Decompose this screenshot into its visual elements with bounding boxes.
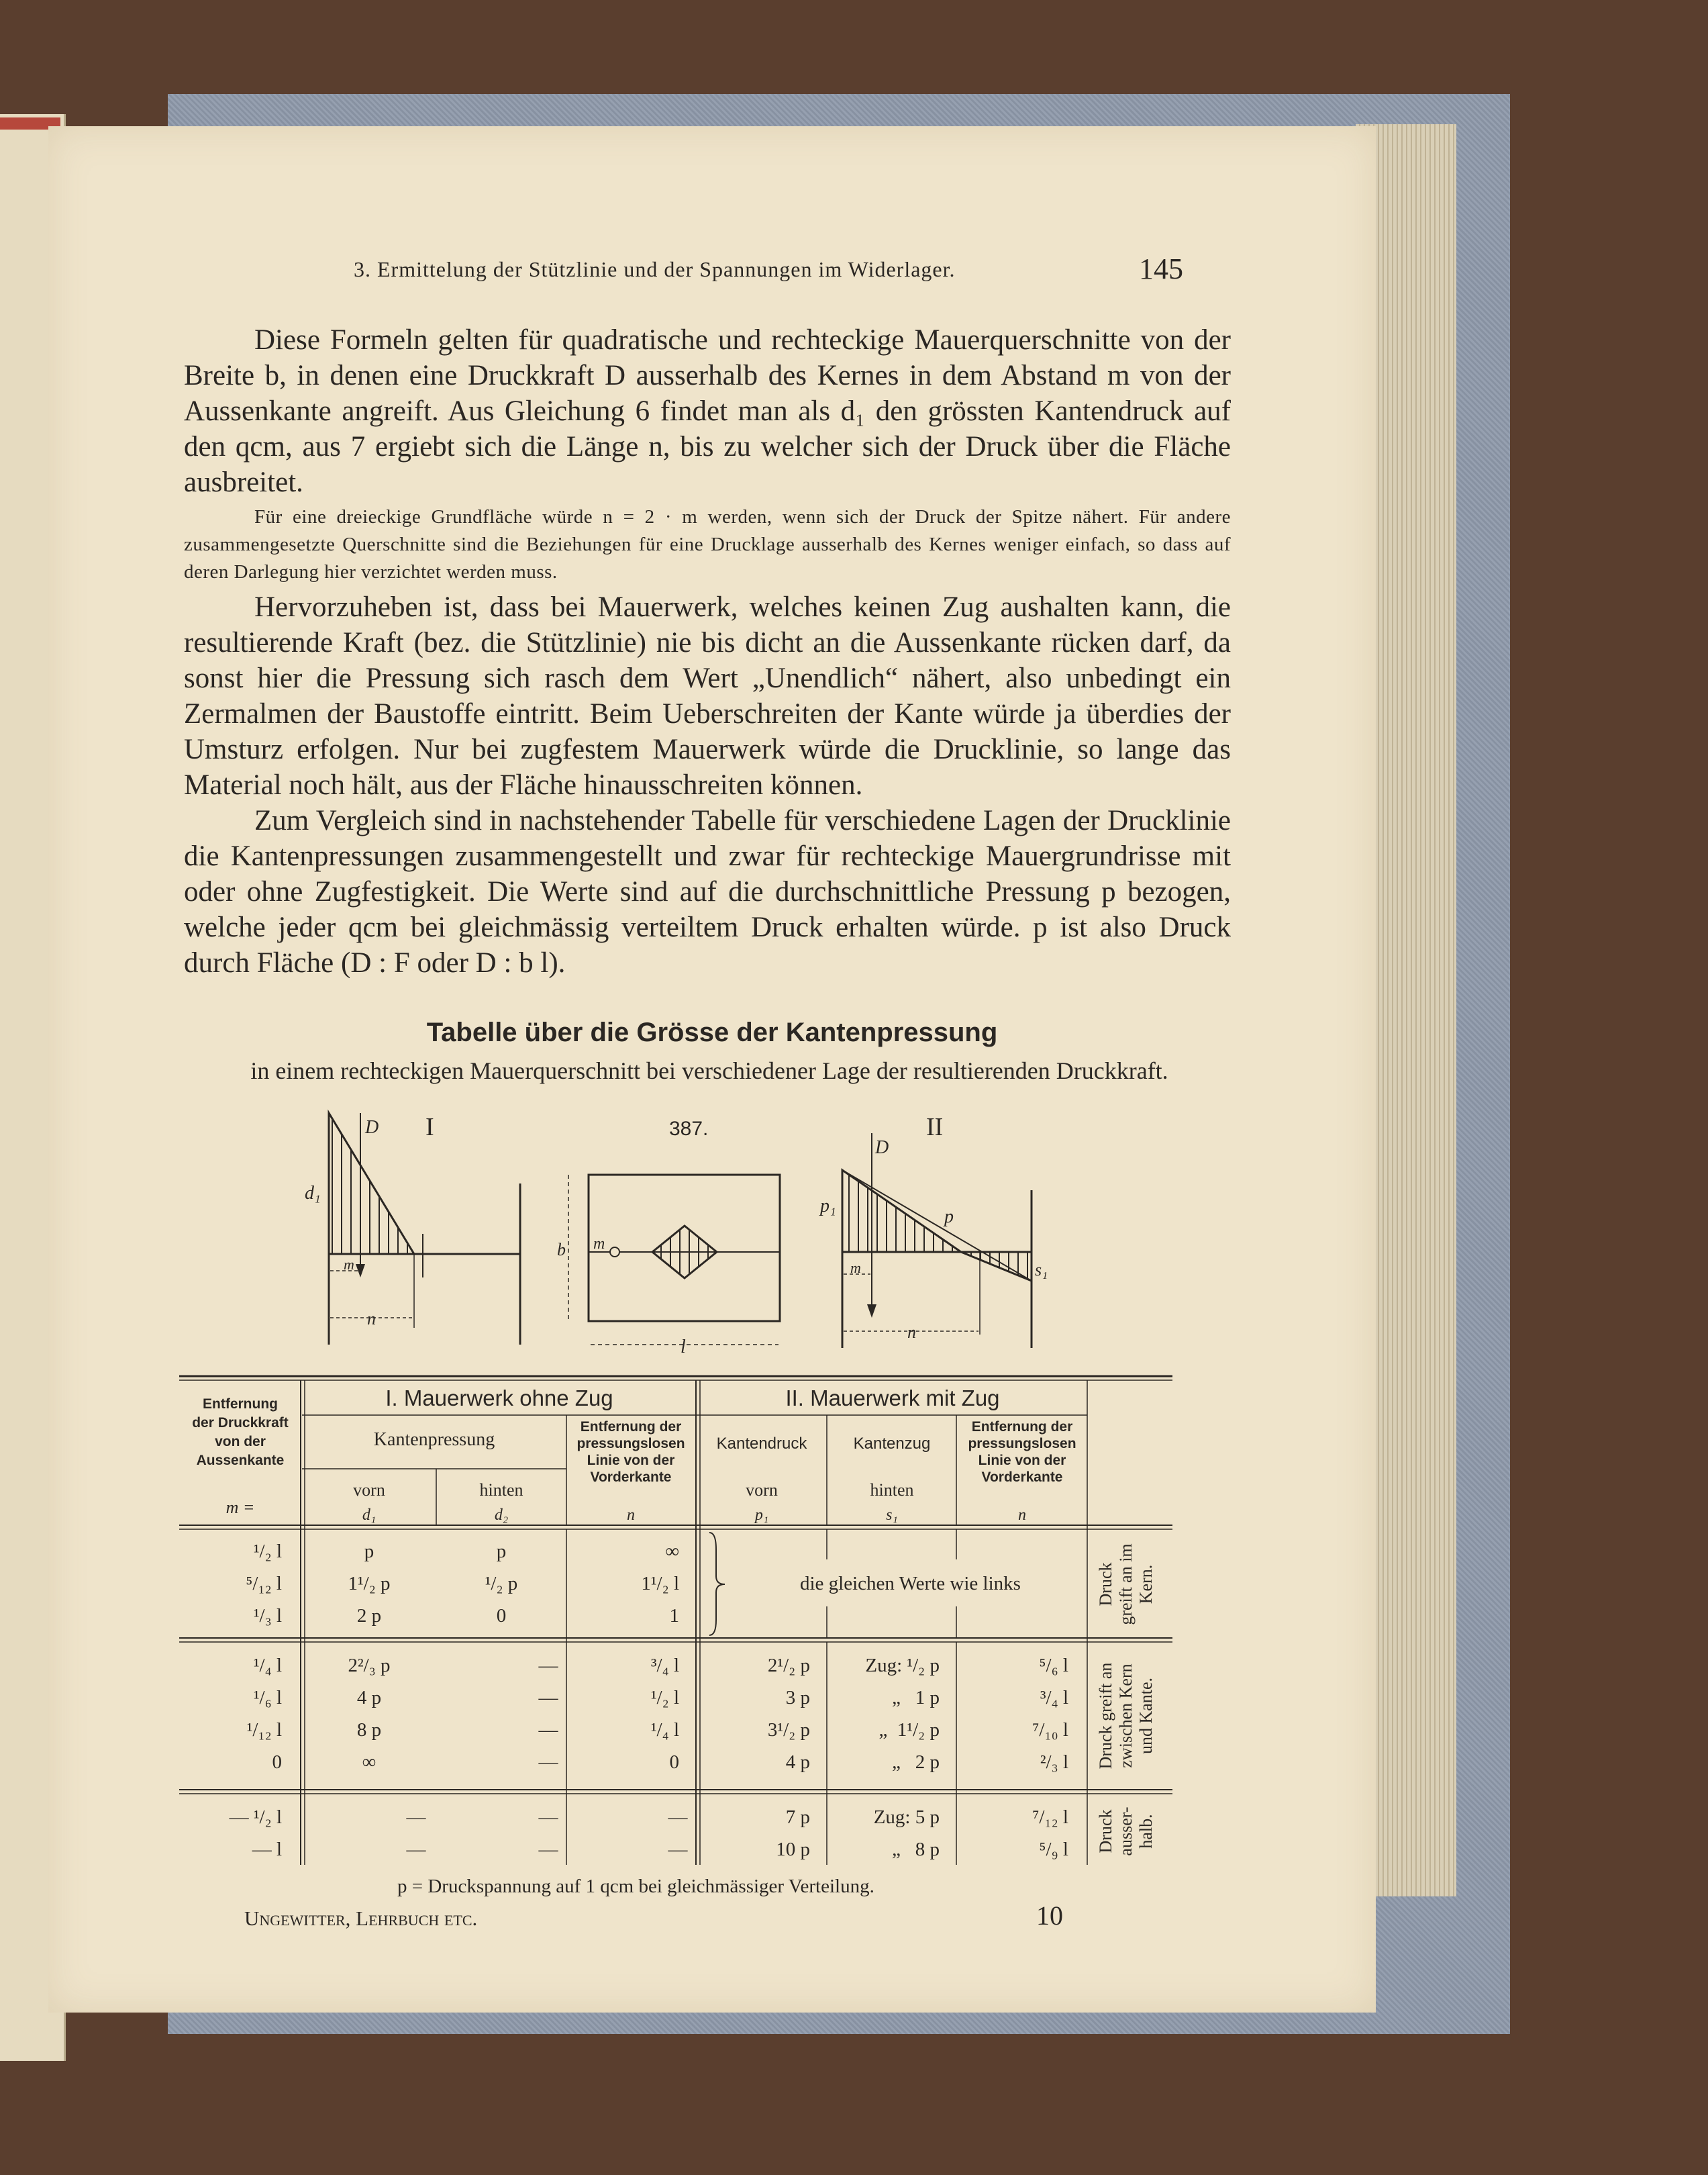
s1-d1-0: p: [364, 1541, 374, 1562]
plan-label-b: b: [557, 1240, 566, 1259]
s2-p1-1: 3 p: [785, 1687, 810, 1708]
s2-n2-0: ⁵/₆ l: [1039, 1655, 1068, 1676]
s3-m-1: — l: [252, 1839, 282, 1860]
s3-p1-1: 10 p: [776, 1839, 810, 1860]
s3-m-0: — ¹/₂ l: [229, 1806, 282, 1828]
hdr-p1: p₁: [754, 1506, 769, 1524]
s3-note-1: ausser-: [1116, 1806, 1136, 1856]
hdr-linie1-3: Linie von der: [587, 1453, 675, 1468]
hdr-group-II: II. Mauerwerk mit Zug: [785, 1386, 1000, 1410]
fig2-label-n: n: [907, 1322, 916, 1342]
s1-d1-2: 2 p: [356, 1605, 382, 1627]
fig1-roman-I: I: [425, 1113, 434, 1141]
s3-n-0: —: [668, 1806, 688, 1828]
s3-d2-0: —: [538, 1806, 558, 1828]
s3-note-2: halb.: [1136, 1814, 1156, 1849]
small-paragraph: Für eine dreieckige Grundfläche würde n = 2 · m werden, wenn sich der Druck der Spitze nähert. Für andere zusammengesetzte Querschnitte sind die Beziehungen für eine Drucklage ausserhalb des Kernes weniger einfach, so dass auf deren Darlegung hier verzichtet werden muss.: [184, 506, 1231, 583]
s1-d2-0: p: [496, 1541, 507, 1562]
hdr-linie2-1: Entfernung der: [971, 1419, 1073, 1435]
fig2-label-m: m: [850, 1259, 861, 1276]
plan-label-m: m: [593, 1235, 605, 1253]
s1-n-2: 1: [669, 1605, 679, 1627]
hdr-entf-3: von der: [215, 1434, 266, 1449]
s2-n2-3: ²/₃ l: [1040, 1751, 1068, 1773]
hdr-entf-2: der Druckkraft: [192, 1415, 289, 1431]
hdr-vorn-2: vorn: [746, 1480, 778, 1500]
fig2-pressure-area: [842, 1170, 961, 1252]
hdr-linie2-4: Vorderkante: [981, 1469, 1063, 1485]
hdr-d2: d₂: [494, 1506, 509, 1524]
table-title: Tabelle über die Grösse der Kantenpressung: [426, 1018, 998, 1047]
brace: [709, 1533, 725, 1635]
s2-d1-1: 4 p: [356, 1687, 382, 1708]
s2-n2-2: ⁷/₁₀ l: [1032, 1719, 1068, 1741]
s3-n2-1: ⁵/₉ l: [1039, 1839, 1068, 1860]
s2-m-3: 0: [272, 1751, 282, 1773]
figure-plan: [568, 1175, 780, 1345]
s1-d2-1: ¹/₂ p: [485, 1573, 518, 1594]
s3-note-0: Druck: [1096, 1809, 1115, 1853]
s3-d2-1: —: [538, 1839, 558, 1860]
table-section-3: [229, 1806, 1156, 1860]
hdr-linie1-4: Vorderkante: [590, 1469, 672, 1485]
hdr-entf-4: Aussenkante: [196, 1453, 285, 1468]
s1-same-values: die gleichen Werte wie links: [800, 1573, 1021, 1594]
fig2-arrowhead: [867, 1304, 876, 1318]
hdr-s1: s₁: [886, 1506, 898, 1524]
fig2-tension-area: [961, 1252, 1032, 1281]
plan-kern-diamond: [652, 1226, 717, 1278]
s3-n-1: —: [668, 1839, 688, 1860]
s2-d2-0: —: [538, 1655, 558, 1676]
s2-n-0: ³/₄ l: [650, 1655, 679, 1676]
page-number: 145: [1139, 252, 1183, 285]
s2-note-0: Druck greift an: [1096, 1662, 1115, 1770]
s2-m-1: ¹/₆ l: [253, 1687, 282, 1708]
hdr-kantendruck: Kantendruck: [716, 1435, 807, 1453]
s3-d1-0: —: [406, 1806, 426, 1828]
s2-m-0: ¹/₄ l: [253, 1655, 282, 1676]
table-header: [192, 1386, 1076, 1524]
table-subtitle: in einem rechteckigen Mauerquerschnitt bei verschiedener Lage der resultierenden Druckkraft.: [250, 1057, 1168, 1084]
s2-note-1: zwischen Kern: [1116, 1663, 1136, 1768]
s1-note-1: greift an im: [1116, 1543, 1136, 1625]
running-head-title: 3. Ermittelung der Stützlinie und der Spannungen im Widerlager.: [354, 257, 956, 281]
s2-n-1: ¹/₂ l: [650, 1687, 679, 1708]
s1-d1-1: 1¹/₂ p: [348, 1573, 391, 1594]
fig1-label-D: D: [365, 1117, 379, 1138]
fig2-roman-II: II: [926, 1113, 944, 1141]
hdr-kantenzug: Kantenzug: [853, 1435, 931, 1453]
s1-n-1: 1¹/₂ l: [641, 1573, 679, 1594]
plan-force-point: [610, 1247, 619, 1257]
s2-d2-2: —: [538, 1719, 558, 1741]
s2-s1-3: „ 2 p: [892, 1751, 940, 1773]
hdr-linie2-3: Linie von der: [978, 1453, 1066, 1468]
s2-d2-1: —: [538, 1687, 558, 1708]
hdr-m: m =: [225, 1498, 255, 1517]
hdr-entf-1: Entfernung: [203, 1396, 278, 1412]
fig1-label-n: n: [367, 1309, 376, 1328]
paragraph-hervorzuheben: Hervorzuheben ist, dass bei Mauerwerk, welches keinen Zug aushalten kann, die resultierende Kraft (bez. die Stützlinie) nie bis dicht an die Aussenkante rücken darf, da sonst hier die Pressung sich rasch dem Wert „Unendlich“ nähert, also unbedingt ein Zermalmen der Baustoffe eintritt. Beim Ueberschreiten der Kante würde ja überdies der Umsturz erfolgen. Nur bei zugfestem Mauerwerk würde die Drucklinie, so lange das Material noch hält, aus der Fläche hinausschreiten können.: [184, 591, 1231, 801]
figure-number: 387.: [669, 1118, 709, 1140]
s2-n2-1: ³/₄ l: [1040, 1687, 1068, 1708]
figure-and-table: [48, 126, 1376, 2013]
s2-d2-3: —: [538, 1751, 558, 1773]
s3-p1-0: 7 p: [785, 1806, 810, 1828]
book-page: [48, 126, 1376, 2013]
s3-d1-1: —: [406, 1839, 426, 1860]
fig2-label-s1: s₁: [1035, 1260, 1048, 1279]
s2-n-2: ¹/₄ l: [650, 1719, 679, 1741]
s2-s1-1: „ 1 p: [892, 1687, 940, 1708]
hdr-d1: d₁: [362, 1506, 376, 1524]
table-section-2: [247, 1655, 1156, 1773]
hdr-n2: n: [1018, 1506, 1026, 1524]
hdr-group-I: I. Mauerwerk ohne Zug: [385, 1386, 613, 1410]
figure-II: [842, 1133, 1032, 1348]
s1-m-1: ⁵/₁₂ l: [246, 1573, 282, 1594]
signature-mark: 10: [1036, 1900, 1063, 1931]
s1-n-0: ∞: [665, 1541, 679, 1562]
s1-note-2: Kern.: [1136, 1564, 1156, 1604]
fig1-label-m: m: [344, 1256, 354, 1273]
s2-p1-0: 2¹/₂ p: [767, 1655, 810, 1676]
s2-n-3: 0: [669, 1751, 679, 1773]
s3-n2-0: ⁷/₁₂ l: [1032, 1806, 1068, 1828]
fig2-label-p1: p₁: [820, 1196, 836, 1216]
s2-d1-0: 2²/₃ p: [348, 1655, 391, 1676]
hdr-vorn-1: vorn: [353, 1480, 385, 1500]
s2-d1-2: 8 p: [356, 1719, 382, 1741]
paragraph-formulas: Diese Formeln gelten für quadratische und rechteckige Mauerquerschnitte von der Breite b, in denen eine Druckkraft D ausserhalb des Kernes in dem Abstand m von der Aussenkante angreift. Aus Gleichung 6 findet man als d₁ den grössten Kantendruck auf den qcm, aus 7 ergiebt sich die Länge n, bis zu welcher sich der Druck über die Fläche ausbreitet.: [184, 324, 1231, 498]
s1-d2-2: 0: [496, 1605, 507, 1627]
s1-m-2: ¹/₃ l: [253, 1605, 282, 1627]
paragraph-vergleich: Zum Vergleich sind in nachstehender Tabelle für verschiedene Lagen der Drucklinie die Kantenpressungen zusammengestellt und zwar für rechteckige Mauergrundrisse mit oder ohne Zugfestigkeit. Die Werte sind auf die durchschnittliche Pressung p bezogen, welche jeder qcm bei gleichmässig verteiltem Druck erhalten würde. p ist also Druck durch Fläche (D : F oder D : b l).: [184, 805, 1231, 979]
footer-left: Ungewitter, Lehrbuch etc.: [244, 1906, 478, 1930]
fig2-label-D: D: [875, 1137, 889, 1158]
s2-d1-3: ∞: [362, 1751, 376, 1773]
table-section-1: [246, 1541, 1156, 1627]
plan-label-l: l: [681, 1337, 686, 1357]
s2-s1-0: Zug: ¹/₂ p: [865, 1655, 940, 1676]
s1-note-0: Druck: [1096, 1562, 1115, 1606]
s3-s1-1: „ 8 p: [892, 1839, 940, 1860]
fig1-label-d1: d₁: [305, 1183, 321, 1204]
s3-s1-0: Zug: 5 p: [873, 1806, 940, 1828]
s2-m-2: ¹/₁₂ l: [246, 1719, 282, 1741]
figure-I: [329, 1113, 520, 1345]
s2-p1-2: 3¹/₂ p: [767, 1719, 810, 1741]
hdr-kantenpressung: Kantenpressung: [373, 1429, 495, 1450]
hdr-hinten-1: hinten: [479, 1480, 523, 1500]
s1-m-0: ¹/₂ l: [253, 1541, 282, 1562]
hdr-linie1-2: pressungslosen: [576, 1436, 685, 1451]
hdr-hinten-2: hinten: [870, 1480, 914, 1500]
fig2-label-p: p: [944, 1206, 954, 1227]
s2-p1-3: 4 p: [785, 1751, 810, 1773]
hdr-linie2-2: pressungslosen: [968, 1436, 1076, 1451]
table-footnote: p = Druckspannung auf 1 qcm bei gleichmässiger Verteilung.: [397, 1876, 874, 1897]
hdr-linie1-1: Entfernung der: [580, 1419, 682, 1435]
s2-note-2: und Kante.: [1136, 1677, 1156, 1755]
hdr-n1: n: [627, 1506, 635, 1524]
s2-s1-2: „ 1¹/₂ p: [878, 1719, 940, 1741]
